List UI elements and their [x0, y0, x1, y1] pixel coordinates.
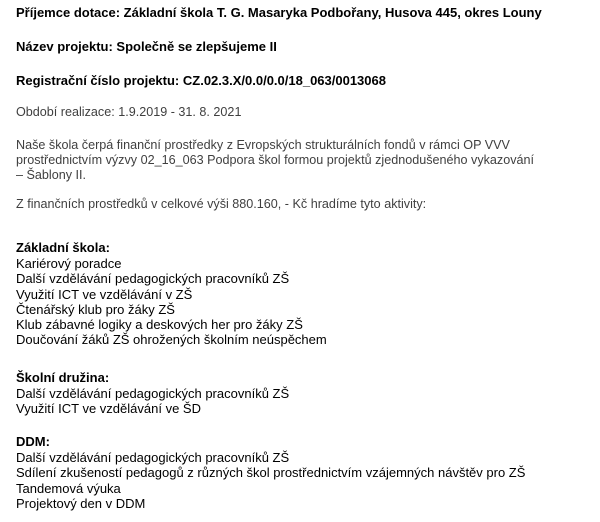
section-title: Základní škola: — [16, 240, 110, 255]
description-line: prostřednictvím výzvy 02_16_063 Podpora škol formou projektů zjednodušeného vykazování — [16, 153, 535, 167]
recipient-line: Příjemce dotace: Základní škola T. G. Masaryka Podbořany, Husova 445, okres Louny — [16, 5, 542, 20]
list-item: Využití ICT ve vzdělávání ve ŠD — [16, 401, 201, 417]
description-line: Naše škola čerpá finanční prostředky z Evropských strukturálních fondů v rámci OP VVV — [16, 138, 510, 152]
list-item: Další vzdělávání pedagogických pracovníků ZŠ — [16, 386, 290, 401]
funding-statement: Z finančních prostředků v celkové výši 880.160, - Kč hradíme tyto aktivity: — [16, 197, 427, 211]
list-item: Kariérový poradce — [16, 256, 122, 271]
list-item: Čtenářský klub pro žáky ZŠ — [16, 301, 175, 317]
list-item: Další vzdělávání pedagogických pracovníků ZŠ — [16, 271, 290, 287]
list-item: Sdílení zkušeností pedagogů z různých škol prostřednictvím vzájemných návštěv pro ZŠ — [16, 465, 526, 481]
section-title: DDM: — [16, 434, 50, 449]
section-title: Školní družina: — [16, 370, 110, 385]
section-zakladni-skola — [16, 240, 327, 348]
list-item: Doučování žáků ZŠ ohrožených školním neúspěchem — [16, 332, 327, 348]
section-ddm — [16, 434, 525, 511]
list-item: Využití ICT ve vzdělávání v ZŠ — [16, 286, 193, 302]
description-paragraph — [16, 138, 576, 183]
realization-period: Období realizace: 1.9.2019 - 31. 8. 2021 — [16, 105, 242, 119]
list-item: Další vzdělávání pedagogických pracovníků ZŠ — [16, 450, 290, 465]
list-item: Klub zábavné logiky a deskových her pro žáky ZŠ — [16, 317, 303, 333]
list-item: Tandemová výuka — [16, 480, 121, 496]
section-skolni-druzina — [16, 370, 289, 417]
description-line: – Šablony II. — [16, 168, 87, 182]
project-name-line: Název projektu: Společně se zlepšujeme II — [16, 39, 277, 54]
list-item: Projektový den v DDM — [16, 495, 146, 511]
registration-number-line: Registrační číslo projektu: CZ.02.3.X/0.0/0.0/18_063/0013068 — [16, 73, 386, 88]
